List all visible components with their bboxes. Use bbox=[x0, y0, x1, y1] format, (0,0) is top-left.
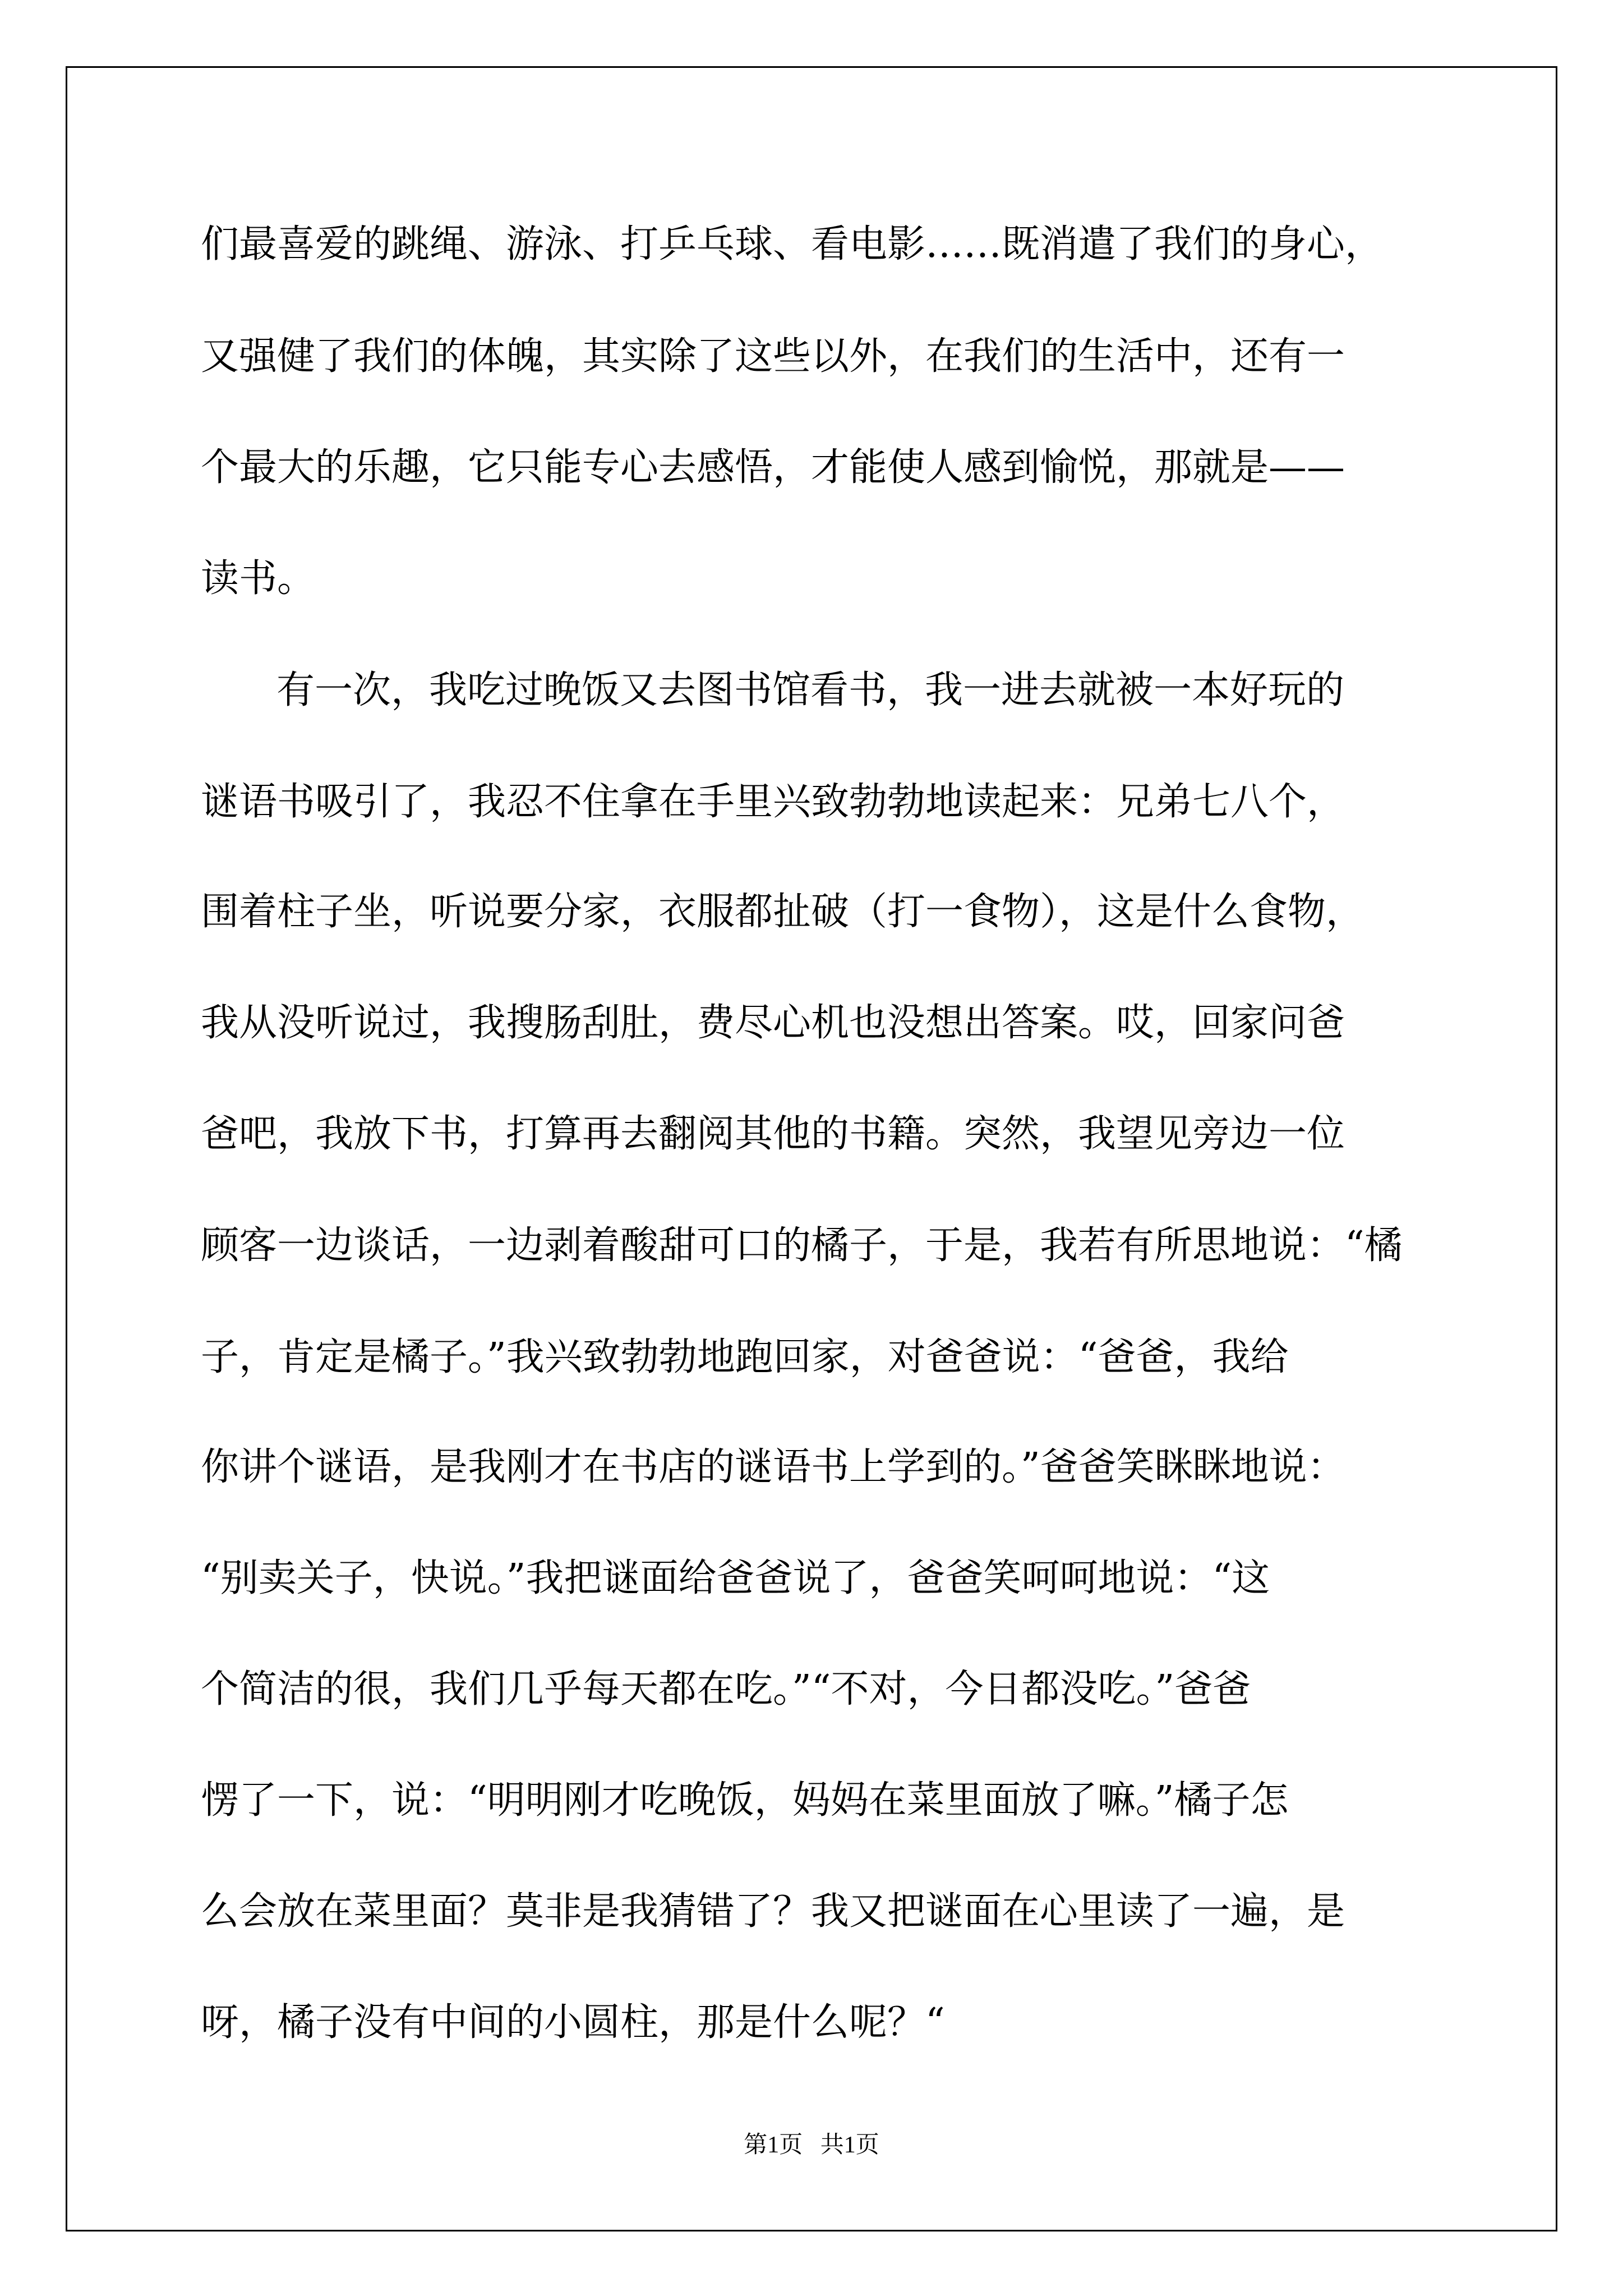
text-line: 我从没听说过，我搜肠刮肚，费尽心机也没想出答案。哎，回家问爸 bbox=[201, 1001, 1345, 1045]
text-line: “别卖关子，快说。”我把谜面给爸爸说了，爸爸笑呵呵地说：“这 bbox=[201, 1556, 1270, 1600]
text-line: 个简洁的很，我们几乎每天都在吃。”“不对，今日都没吃。”爸爸 bbox=[201, 1667, 1251, 1711]
text-line: 读书。 bbox=[201, 556, 316, 601]
text-line: 个最大的乐趣，它只能专心去感悟，才能使人感到愉悦，那就是—— bbox=[201, 445, 1345, 490]
text-line: 爸吧，我放下书，打算再去翻阅其他的书籍。突然，我望见旁边一位 bbox=[201, 1112, 1345, 1156]
paragraph-first-line: 有一次，我吃过晚饭又去图书馆看书，我一进去就被一本好玩的 bbox=[276, 668, 1345, 712]
text-line: 们最喜爱的跳绳、游泳、打乒乓球、看电影……既消遣了我们的身心， bbox=[201, 222, 1384, 266]
text-line: 又强健了我们的体魄，其实除了这些以外，在我们的生活中，还有一 bbox=[201, 334, 1345, 379]
text-line: 围着柱子坐，听说要分家，衣服都扯破（打一食物），这是什么食物， bbox=[201, 890, 1364, 934]
text-line: 你讲个谜语，是我刚才在书店的谜语书上学到的。”爸爸笑眯眯地说： bbox=[201, 1445, 1345, 1489]
text-line: 么会放在菜里面？莫非是我猜错了？我又把谜面在心里读了一遍，是 bbox=[201, 1889, 1345, 1934]
text-line: 谜语书吸引了，我忍不住拿在手里兴致勃勃地读起来：兄弟七八个， bbox=[201, 780, 1345, 824]
page-footer: 第1页 共1页 bbox=[744, 2132, 879, 2158]
text-line: 子，肯定是橘子。”我兴致勃勃地跑回家，对爸爸说：“爸爸，我给 bbox=[201, 1335, 1289, 1379]
text-line: 顾客一边谈话，一边剥着酸甜可口的橘子，于是，我若有所思地说：“橘 bbox=[201, 1223, 1403, 1268]
text-line: 愣了一下，说：“明明刚才吃晚饭，妈妈在菜里面放了嘛。”橘子怎 bbox=[201, 1778, 1289, 1823]
text-line: 呀，橘子没有中间的小圆柱，那是什么呢？“ bbox=[201, 2000, 945, 2045]
